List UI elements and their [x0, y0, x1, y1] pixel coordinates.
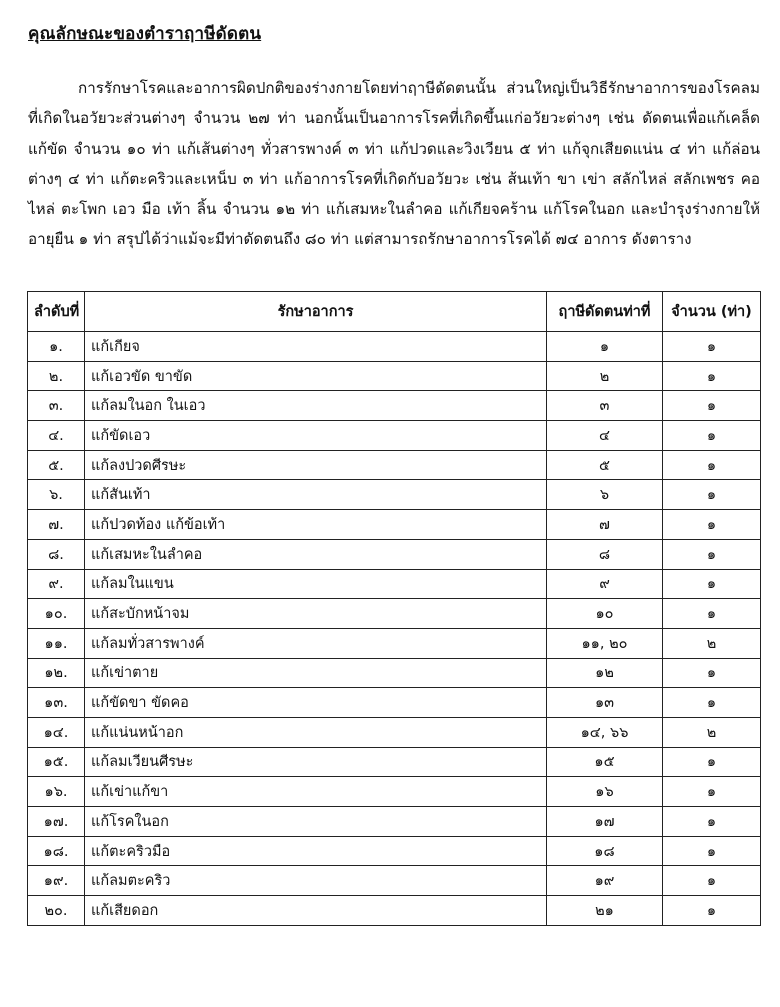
pose-count-cell: ๒: [663, 628, 761, 658]
pose-count-cell: ๑: [663, 361, 761, 391]
treatment-cell: แก้ลมตะคริว: [85, 866, 547, 896]
pose-number-cell: ๑๑, ๒๐: [547, 628, 663, 658]
pose-number-cell: ๑๘: [547, 836, 663, 866]
pose-number-cell: ๑๗: [547, 807, 663, 837]
treatment-cell: แก้เสมหะในลำคอ: [85, 539, 547, 569]
table-row: [28, 569, 761, 599]
pose-number-cell: ๑๓: [547, 688, 663, 718]
treatment-cell: แก้ขัดขา ขัดคอ: [85, 688, 547, 718]
pose-count-cell: ๑: [663, 569, 761, 599]
treatment-table: [27, 291, 761, 926]
treatment-cell: แก้เข่าตาย: [85, 658, 547, 688]
page-heading: คุณลักษณะของตำราฤาษีดัดตน: [28, 24, 262, 44]
pose-count-cell: ๑: [663, 539, 761, 569]
order-cell: ๑๑.: [28, 628, 85, 658]
order-cell: ๑๖.: [28, 777, 85, 807]
order-cell: ๓.: [28, 391, 85, 421]
table-row: [28, 480, 761, 510]
table-row: [28, 807, 761, 837]
pose-count-cell: ๑: [663, 866, 761, 896]
header-pose-number: ฤาษีดัดตนท่าที่: [547, 292, 663, 332]
pose-count-cell: ๑: [663, 896, 761, 926]
intro-paragraph: การรักษาโรคและอาการผิดปกติของร่างกายโดยท่าฤาษีดัดตนนั้น ส่วนใหญ่เป็นวิธีรักษาอาการของโรคลมที่เกิดในอวัยวะส่วนต่างๆ จำนวน ๒๗ ท่า นอกนั้นเป็นอาการโรคที่เกิดขึ้นแก่อวัยวะต่างๆ เช่น ดัดตนเพื่อแก้เคล็ด แก้ขัด จำนวน ๑๐ ท่า แก้เส้นต่างๆ ทั่วสารพางค์ ๓ ท่า แก้ปวดและวิงเวียน ๕ ท่า แก้จุกเสียดแน่น ๔ ท่า แก้ล่อนต่างๆ ๔ ท่า แก้ตะคริวและเหน็บ ๓ ท่า แก้อาการโรคที่เกิดกับอวัยวะ เช่น ส้นเท้า ขา เข่า สลักไหล่ สลักเพชร คอ ไหล่ ตะโพก เอว มือ เท้า ลิ้น จำนวน ๑๒ ท่า แก้เสมหะในลำคอ แก้เกียจคร้าน แก้โรคในอก และบำรุงร่างกายให้อายุยืน ๑ ท่า สรุปได้ว่าแม้จะมีท่าดัดตนถึง ๘๐ ท่า แต่สามารถรักษาอาการโรคได้ ๗๔ อาการ ดังตาราง: [28, 79, 760, 249]
treatment-cell: แก้ลมเวียนศีรษะ: [85, 747, 547, 777]
pose-number-cell: ๔: [547, 421, 663, 451]
pose-count-cell: ๑: [663, 688, 761, 718]
treatment-cell: แก้ขัดเอว: [85, 421, 547, 451]
order-cell: ๑๔.: [28, 717, 85, 747]
table-row: [28, 450, 761, 480]
treatment-cell: แก้เสียดอก: [85, 896, 547, 926]
table-row: [28, 599, 761, 629]
header-pose-count: จำนวน (ท่า): [663, 292, 761, 332]
order-cell: ๑.: [28, 332, 85, 362]
table-row: [28, 391, 761, 421]
order-cell: ๔.: [28, 421, 85, 451]
table-header-row: [28, 292, 761, 332]
pose-number-cell: ๖: [547, 480, 663, 510]
treatment-cell: แก้สันเท้า: [85, 480, 547, 510]
header-treatment: รักษาอาการ: [85, 292, 547, 332]
table-row: [28, 896, 761, 926]
order-cell: ๒๐.: [28, 896, 85, 926]
order-cell: ๑๗.: [28, 807, 85, 837]
order-cell: ๑๘.: [28, 836, 85, 866]
order-cell: ๗.: [28, 510, 85, 540]
pose-number-cell: ๓: [547, 391, 663, 421]
table-row: [28, 628, 761, 658]
pose-number-cell: ๘: [547, 539, 663, 569]
order-cell: ๑๓.: [28, 688, 85, 718]
table-row: [28, 777, 761, 807]
header-order: ลำดับที่: [28, 292, 85, 332]
pose-number-cell: ๑๖: [547, 777, 663, 807]
pose-count-cell: ๑: [663, 510, 761, 540]
table-row: [28, 332, 761, 362]
treatment-cell: แก้สะบักหน้าจม: [85, 599, 547, 629]
pose-count-cell: ๑: [663, 836, 761, 866]
pose-number-cell: ๒: [547, 361, 663, 391]
pose-number-cell: ๑๒: [547, 658, 663, 688]
pose-count-cell: ๑: [663, 391, 761, 421]
pose-number-cell: ๑: [547, 332, 663, 362]
table-row: [28, 361, 761, 391]
pose-number-cell: ๑๕: [547, 747, 663, 777]
treatment-cell: แก้ตะคริวมือ: [85, 836, 547, 866]
treatment-cell: แก้ลมทั่วสารพางค์: [85, 628, 547, 658]
table-row: [28, 866, 761, 896]
table-row: [28, 421, 761, 451]
table-row: [28, 539, 761, 569]
treatment-cell: แก้เกียจ: [85, 332, 547, 362]
pose-number-cell: ๙: [547, 569, 663, 599]
order-cell: ๑๐.: [28, 599, 85, 629]
pose-count-cell: ๒: [663, 717, 761, 747]
treatment-cell: แก้โรคในอก: [85, 807, 547, 837]
treatment-cell: แก้ลมในอก ในเอว: [85, 391, 547, 421]
treatment-cell: แก้ปวดท้อง แก้ข้อเท้า: [85, 510, 547, 540]
order-cell: ๙.: [28, 569, 85, 599]
treatment-cell: แก้เข่าแก้ขา: [85, 777, 547, 807]
pose-number-cell: ๕: [547, 450, 663, 480]
order-cell: ๑๙.: [28, 866, 85, 896]
pose-count-cell: ๑: [663, 450, 761, 480]
table-row: [28, 688, 761, 718]
pose-count-cell: ๑: [663, 332, 761, 362]
order-cell: ๘.: [28, 539, 85, 569]
pose-number-cell: ๗: [547, 510, 663, 540]
order-cell: ๖.: [28, 480, 85, 510]
table-row: [28, 717, 761, 747]
treatment-cell: แก้ลงปวดศีรษะ: [85, 450, 547, 480]
table-row: [28, 747, 761, 777]
pose-count-cell: ๑: [663, 599, 761, 629]
table-row: [28, 510, 761, 540]
table-row: [28, 658, 761, 688]
order-cell: ๑๕.: [28, 747, 85, 777]
treatment-cell: แก้เอวขัด ขาขัด: [85, 361, 547, 391]
treatment-cell: แก้ลมในแขน: [85, 569, 547, 599]
treatment-cell: แก้แน่นหน้าอก: [85, 717, 547, 747]
pose-number-cell: ๑๐: [547, 599, 663, 629]
pose-count-cell: ๑: [663, 807, 761, 837]
table-row: [28, 836, 761, 866]
pose-number-cell: ๑๔, ๖๖: [547, 717, 663, 747]
pose-count-cell: ๑: [663, 658, 761, 688]
pose-number-cell: ๒๑: [547, 896, 663, 926]
pose-number-cell: ๑๙: [547, 866, 663, 896]
order-cell: ๕.: [28, 450, 85, 480]
pose-count-cell: ๑: [663, 777, 761, 807]
pose-count-cell: ๑: [663, 480, 761, 510]
pose-count-cell: ๑: [663, 747, 761, 777]
order-cell: ๒.: [28, 361, 85, 391]
pose-count-cell: ๑: [663, 421, 761, 451]
order-cell: ๑๒.: [28, 658, 85, 688]
